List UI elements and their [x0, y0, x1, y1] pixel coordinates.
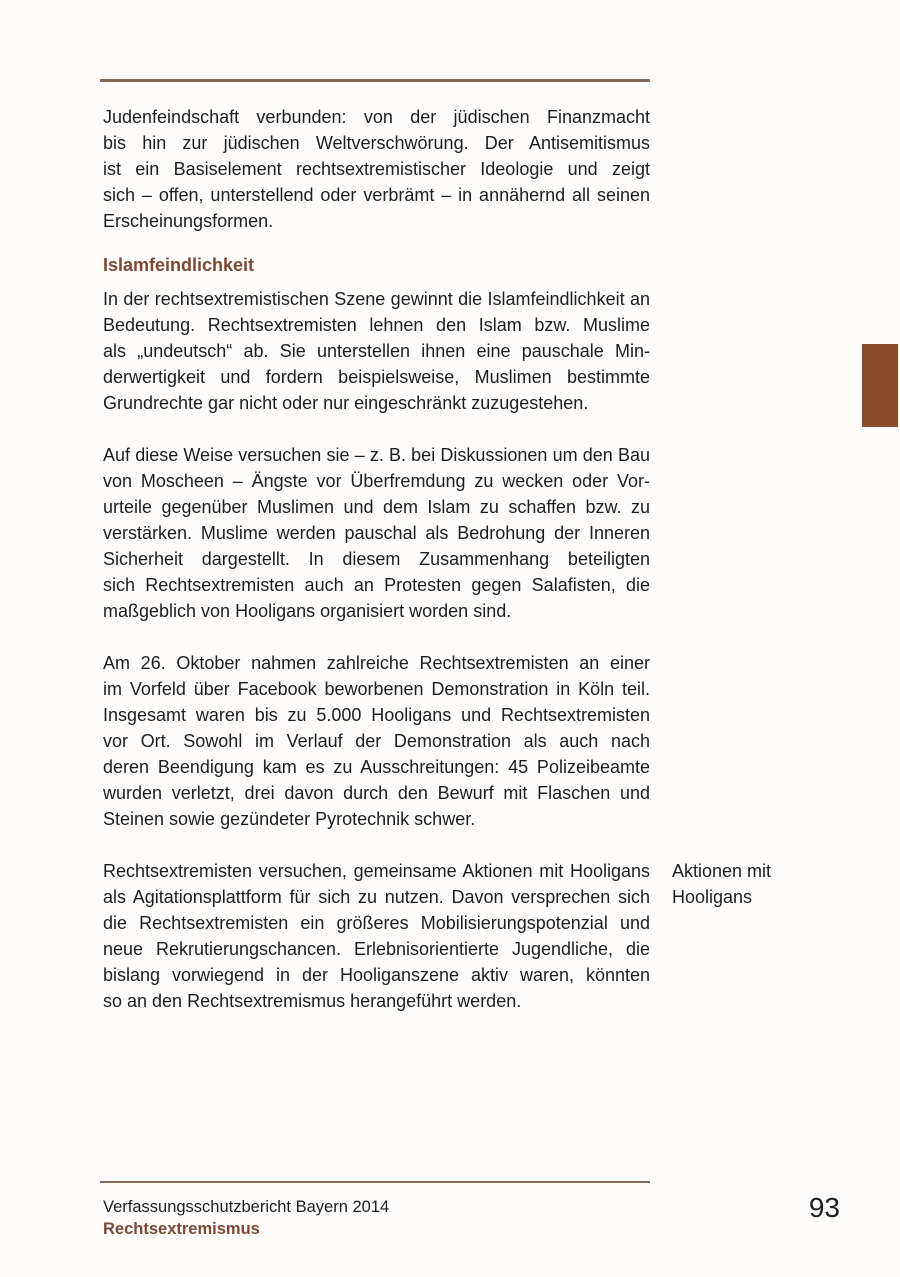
text-line: maßgeblich von Hooligans organisiert worden sind.: [103, 601, 512, 621]
text-line: deren Beendigung kam es zu Ausschreitungen: 45 Polizeibeamte: [103, 757, 650, 777]
text-line: wurden verletzt, drei davon durch den Bewurf mit Flaschen und: [103, 783, 650, 803]
margin-note-line: Hooligans: [672, 887, 753, 907]
paragraph: [103, 858, 650, 1014]
text-line: als Agitationsplattform für sich zu nutzen. Davon versprechen sich: [103, 887, 650, 907]
paragraph: [103, 442, 650, 624]
text-line: Steinen sowie gezündeter Pyrotechnik schwer.: [103, 809, 476, 829]
footer-chapter-label: Rechtsextremismus: [103, 1220, 260, 1238]
text-line: bis hin zur jüdischen Weltverschwörung. Der Antisemitismus: [103, 133, 650, 153]
paragraph: [103, 286, 650, 416]
chapter-edge-tab: [862, 344, 898, 427]
footer-rule: [100, 1181, 650, 1183]
text-line: sich – offen, unterstellend oder verbrämt – in annähernd all seinen: [103, 185, 650, 205]
text-line: verstärken. Muslime werden pauschal als Bedrohung der Inneren: [103, 523, 650, 543]
text-line: derwertigkeit und fordern beispielsweise, Muslimen bestimmte: [103, 367, 650, 387]
page-number: 93: [808, 1192, 840, 1223]
text-line: Bedeutung. Rechtsextremisten lehnen den Islam bzw. Muslime: [103, 315, 650, 335]
text-line: so an den Rechtsextremismus herangeführt werden.: [103, 991, 522, 1011]
top-rule: [100, 79, 650, 82]
text-line: Sicherheit dargestellt. In diesem Zusammenhang beteiligten: [103, 549, 650, 569]
footer-report-title: Verfassungsschutzbericht Bayern 2014: [103, 1198, 390, 1216]
text-line: Auf diese Weise versuchen sie – z. B. bei Diskussionen um den Bau: [103, 445, 650, 465]
paragraph: [103, 104, 650, 234]
text-line: vor Ort. Sowohl im Verlauf der Demonstration als auch nach: [103, 731, 650, 751]
text-line: Grundrechte gar nicht oder nur eingeschränkt zuzugestehen.: [103, 393, 589, 413]
text-line: In der rechtsextremistischen Szene gewinnt die Islamfeindlichkeit an: [103, 289, 650, 309]
body-text: [103, 104, 650, 1014]
margin-note: [672, 858, 842, 910]
text-line: Erscheinungsformen.: [103, 211, 274, 231]
text-line: Judenfeindschaft verbunden: von der jüdischen Finanzmacht: [103, 107, 650, 127]
text-line: neue Rekrutierungschancen. Erlebnisorientierte Jugendliche, die: [103, 939, 650, 959]
text-line: Insgesamt waren bis zu 5.000 Hooligans und Rechtsextremisten: [103, 705, 650, 725]
section-heading: Islamfeindlichkeit: [103, 255, 255, 275]
text-line: ist ein Basiselement rechtsextremistischer Ideologie und zeigt: [103, 159, 650, 179]
text-line: sich Rechtsextremisten auch an Protesten gegen Salafisten, die: [103, 575, 650, 595]
text-line: Am 26. Oktober nahmen zahlreiche Rechtsextremisten an einer: [103, 653, 650, 673]
text-line: im Vorfeld über Facebook beworbenen Demonstration in Köln teil.: [103, 679, 650, 699]
paragraph: [103, 650, 650, 832]
text-line: als „undeutsch“ ab. Sie unterstellen ihnen eine pauschale Min-: [103, 341, 650, 361]
text-line: bislang vorwiegend in der Hooliganszene aktiv waren, könnten: [103, 965, 650, 985]
text-line: urteile gegenüber Muslimen und dem Islam zu schaffen bzw. zu: [103, 497, 650, 517]
text-line: die Rechtsextremisten ein größeres Mobilisierungspotenzial und: [103, 913, 650, 933]
text-line: Rechtsextremisten versuchen, gemeinsame Aktionen mit Hooligans: [103, 861, 650, 881]
text-line: von Moscheen – Ängste vor Überfremdung zu wecken oder Vor-: [103, 471, 650, 491]
margin-note-line: Aktionen mit: [672, 861, 772, 881]
